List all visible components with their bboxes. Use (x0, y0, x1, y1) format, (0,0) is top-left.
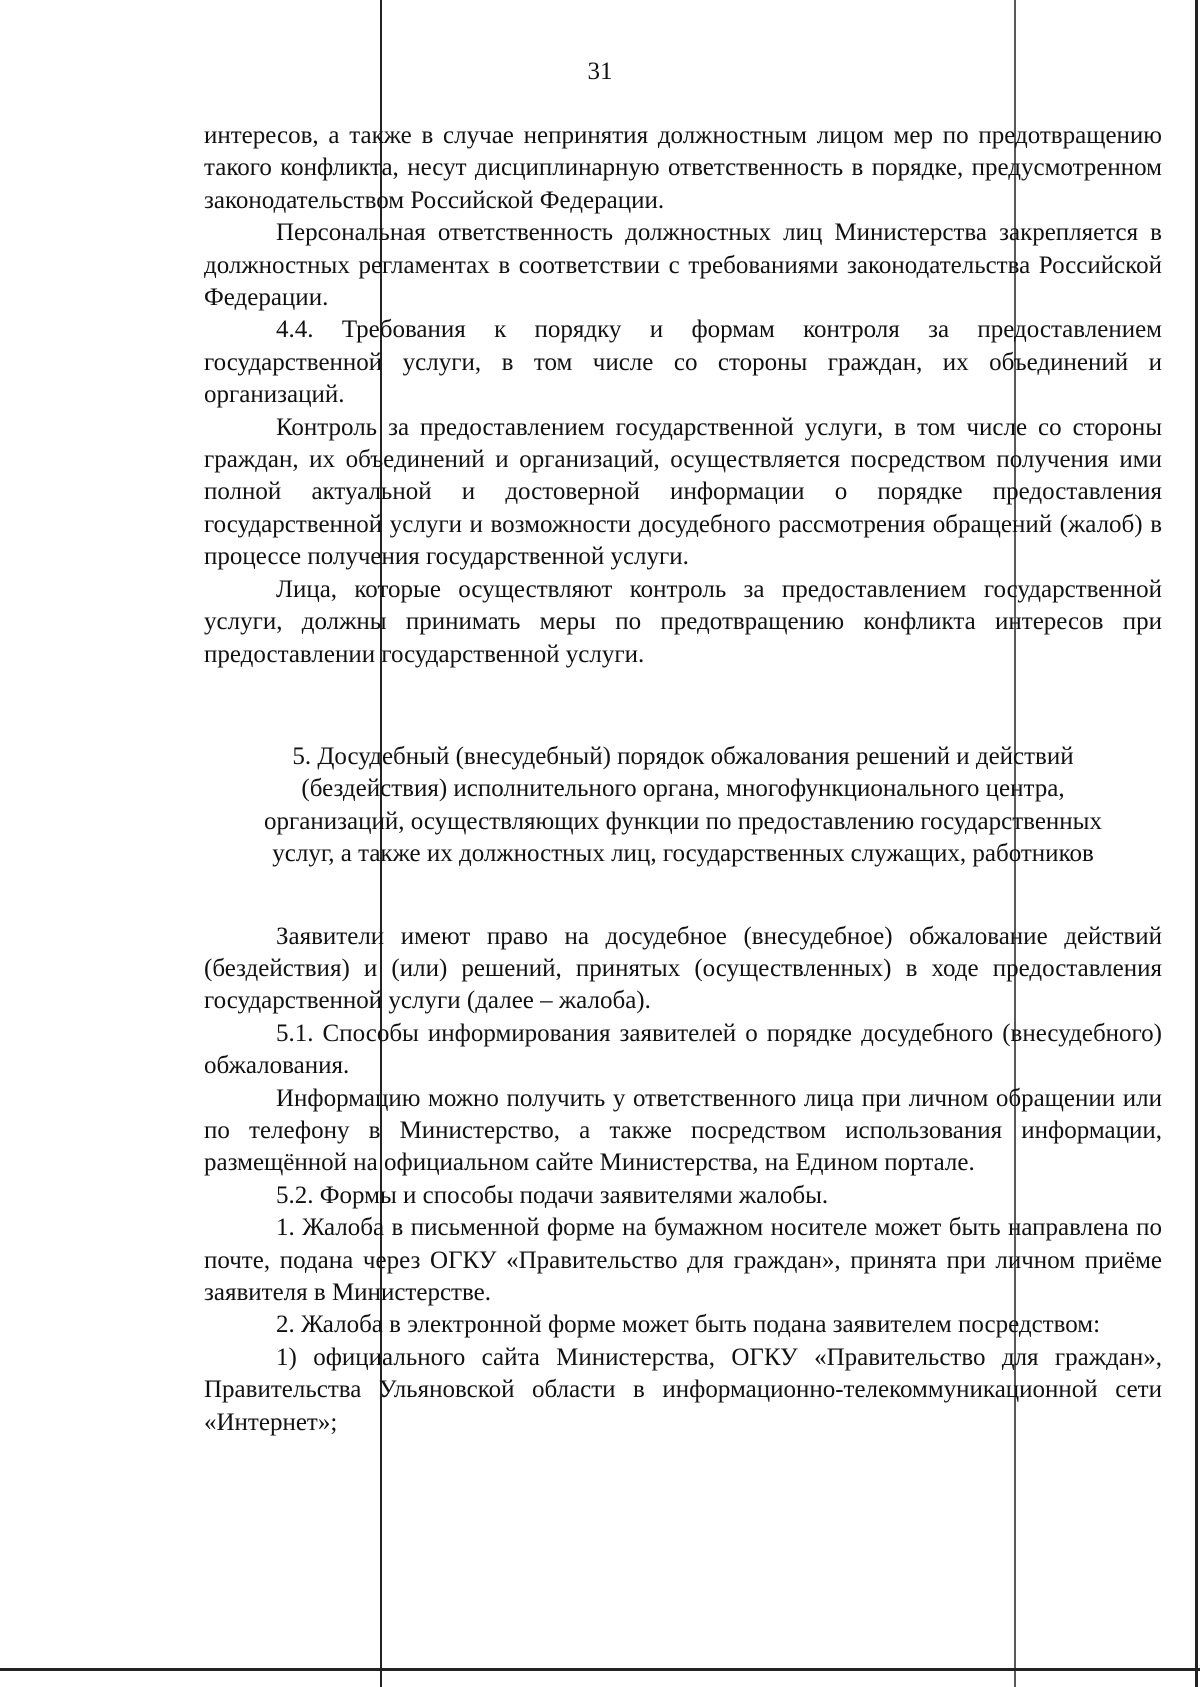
section-heading (204, 741, 1162, 871)
section-heading-line: 5. Досудебный (внесудебный) порядок обжалования решений и действий (292, 742, 1074, 770)
paragraph: 4.4. Требования к порядку и формам контроля за предоставлением государственной услуги, в том числе со стороны граждан, их объединений и организаций. (204, 316, 1162, 409)
paragraph: 5.1. Способы информирования заявителей о порядке досудебного (внесудебного) обжалования. (204, 1019, 1162, 1080)
paragraph: 5.2. Формы и способы подачи заявителями жалобы. (276, 1181, 829, 1209)
paragraph: Лица, которые осуществляют контроль за предоставлением государственной услуги, должны принимать меры по предотвращению конфликта интересов при предоставлении государственной услуги. (204, 575, 1162, 668)
scan-artifact-line (1195, 0, 1198, 1687)
document-body (204, 120, 1162, 1439)
paragraph: 1) официального сайта Министерства, ОГКУ «Правительство для граждан», Правительства Ульяновской области в информационно-телекоммуникационной сети «Интернет»; (204, 1343, 1162, 1436)
paragraph: Информацию можно получить у ответственного лица при личном обращении или по телефону в Министерство, а также посредством использования информации, размещённой на официальном сайте Министерства, на Едином портале. (204, 1084, 1162, 1177)
scan-artifact-line (0, 1668, 1200, 1671)
section-heading-line: услуг, а также их должностных лиц, государственных служащих, работников (272, 840, 1094, 868)
paragraph: Персональная ответственность должностных лиц Министерства закрепляется в должностных регламентах в соответствии с требованиями законодательства Российской Федерации. (204, 219, 1162, 312)
section-heading-line: (бездействия) исполнительного органа, многофункционального центра, (301, 775, 1065, 803)
page-number: 31 (587, 58, 613, 85)
paragraph: Заявители имеют право на досудебное (внесудебное) обжалование действий (бездействия) и (или) решений, принятых (осуществленных) в ходе предоставления государственной услуги (далее – жалоба). (204, 922, 1162, 1015)
section-heading-line: организаций, осуществляющих функции по предоставлению государственных (264, 807, 1102, 835)
paragraph: 2. Жалоба в электронной форме может быть подана заявителем посредством: (276, 1311, 1101, 1339)
bottom-paragraphs (204, 921, 1162, 1440)
paragraph: интересов, а также в случае непринятия должностным лицом мер по предотвращению такого конфликта, несут дисциплинарную ответственность в порядке, предусмотренном законодательством Российской Федерации. (204, 122, 1162, 214)
paragraph: Контроль за предоставлением государственной услуги, в том числе со стороны граждан, их объединений и организаций, осуществляется посредством получения ими полной актуальной и достоверной информации о порядке предоставления государственной услуги и возможности досудебного рассмотрения обращений (жалоб) в процессе получения государственной услуги. (204, 413, 1162, 571)
top-paragraphs (204, 120, 1162, 671)
paragraph: 1. Жалоба в письменной форме на бумажном носителе может быть направлена по почте, подана через ОГКУ «Правительство для граждан», принята при личном приёме заявителя в Министерстве. (204, 1214, 1162, 1306)
